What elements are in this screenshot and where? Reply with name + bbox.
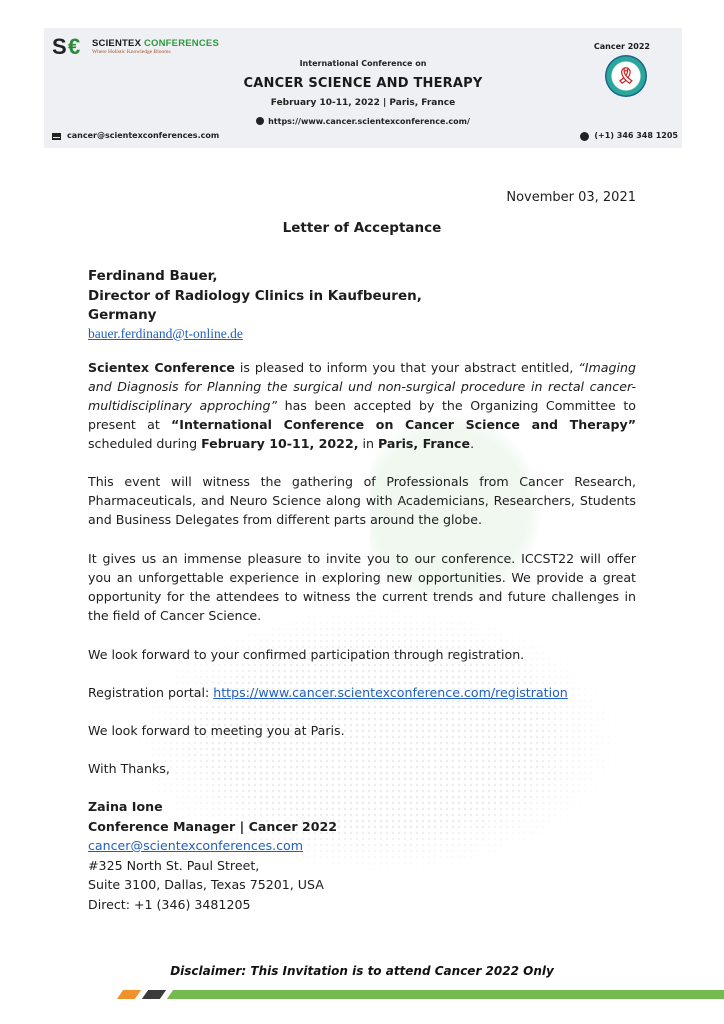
conference-name: “International Conference on Cancer Science and Therapy” <box>171 417 636 432</box>
header-email[interactable]: cancer@scientexconferences.com <box>67 131 220 140</box>
text: in <box>358 436 378 451</box>
website-link[interactable]: https://www.cancer.scientexconference.com/ <box>268 117 470 126</box>
awareness-ribbon-icon: 🎗 <box>615 66 637 85</box>
letter-subject: Letter of Acceptance <box>282 220 442 236</box>
acceptance-paragraph <box>88 358 636 453</box>
scientex-logo <box>52 36 219 58</box>
text: is pleased to inform you that your abstract entitled, <box>234 360 579 375</box>
recipient-block <box>88 267 422 342</box>
conference-dates: February 10-11, 2022 | Paris, France <box>270 98 456 108</box>
org-name: Scientex Conference <box>88 360 235 375</box>
text: scheduled during <box>88 436 202 451</box>
direct-phone: Direct: +1 (346) 3481205 <box>88 896 251 912</box>
closing-line: With Thanks, <box>88 761 170 776</box>
signer-role: Conference Manager | Cancer 2022 <box>88 818 337 834</box>
conference-title: CANCER SCIENCE AND THERAPY <box>243 76 483 91</box>
abstract-title: “Imaging and Diagnosis for Planning the surgical und non-surgical procedure in rectal cancer-multidisciplinary approching” <box>88 360 636 413</box>
badge-label: Cancer 2022 <box>593 42 650 51</box>
event-location: Paris, France <box>378 436 471 451</box>
recipient-country: Germany <box>88 307 157 323</box>
footer-stripe-green <box>167 990 724 999</box>
cancer-2022-badge <box>605 55 647 97</box>
letterhead <box>44 28 682 148</box>
header-phone: (+1) 346 348 1205 <box>594 131 678 140</box>
footer-stripe-orange <box>117 990 141 999</box>
event-description-paragraph: This event will witness the gathering of Professionals from Cancer Research, Pharmaceuticals, and Neuro Science along with Academicians, Researchers, Students and Business Delegates from different parts around the globe. <box>88 474 636 527</box>
event-dates: February 10-11, 2022, <box>201 436 359 451</box>
address-line-2: Suite 3100, Dallas, Texas 75201, USA <box>88 877 324 892</box>
address-line-1: #325 North St. Paul Street, <box>88 857 260 873</box>
sc-logo-icon: S € <box>52 34 81 59</box>
envelope-icon <box>52 133 61 140</box>
recipient-email[interactable]: bauer.ferdinand@t-online.de <box>88 325 243 341</box>
footer-stripe-dark <box>142 990 166 999</box>
invitation-paragraph: It gives us an immense pleasure to invite you to our conference. ICCST22 will offer you an unforgettable experience in exploring new opportunities. We provide a great opportunity for the attendees to witness the current trends and future challenges in the field of Cancer Science. <box>88 551 636 623</box>
text: has been accepted by the Organizing Committee to present at <box>88 398 637 432</box>
brand-tagline: Where Holistic Knowledge Blooms <box>92 49 171 55</box>
disclaimer: Disclaimer: This Invitation is to attend Cancer 2022 Only <box>170 964 554 978</box>
brand-name-suffix: CONFERENCES <box>143 38 219 49</box>
registration-link[interactable]: https://www.cancer.scientexconference.com/registration <box>213 685 568 700</box>
whatsapp-icon <box>580 132 589 141</box>
signature-block <box>88 797 337 914</box>
participation-paragraph: We look forward to your confirmed participation through registration. <box>88 647 525 662</box>
conference-intro: International Conference on <box>299 59 427 68</box>
brand-name: SCIENTEX <box>92 38 142 49</box>
letter-date: November 03, 2021 <box>506 190 636 205</box>
registration-label: Registration portal: <box>88 685 214 700</box>
signer-name: Zaina Ione <box>88 799 163 814</box>
text: . <box>470 436 475 451</box>
recipient-title: Director of Radiology Clinics in Kaufbeuren, <box>88 287 422 304</box>
recipient-name: Ferdinand Bauer, <box>88 268 218 284</box>
signer-email[interactable]: cancer@scientexconferences.com <box>88 838 304 853</box>
globe-icon <box>256 117 264 125</box>
registration-line <box>88 683 636 702</box>
meeting-line: We look forward to meeting you at Paris. <box>88 723 345 738</box>
